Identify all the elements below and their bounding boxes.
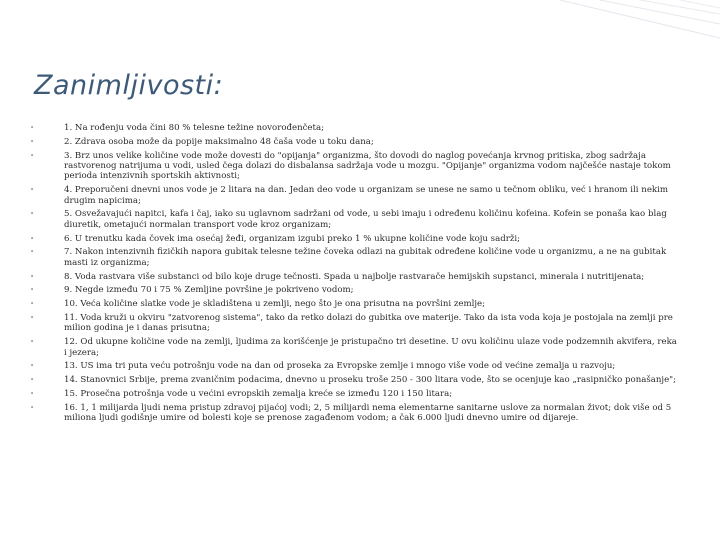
list-item <box>30 337 680 358</box>
list-item <box>30 151 680 182</box>
list-item <box>30 403 680 424</box>
list-item-text: 7. Nakon intenzivnih fizičkih napora gubitak telesne težine čoveka odlazi na gubitak određene količine vode u organizmu, a ne na gubitak masti iz organizma; <box>64 247 667 268</box>
bullet-icon: • <box>30 338 35 347</box>
bullet-icon: • <box>30 272 35 281</box>
bullet-icon: • <box>30 286 35 295</box>
list-item-text: 3. Brz unos velike količine vode može dovesti do "opijanja" organizma, što dovodi do naglog povećanja krvnog pritiska, zbog sadržaja rastvorenog natrijuma u vodi, usled čega dolazi do disbalansa sadržaja vode u mozgu. "Opijanje" organizma vodom najčešće nastaje tokom perioda intenzivnih sportskih aktivnosti; <box>64 150 671 182</box>
list-item <box>30 209 680 230</box>
list-item <box>30 234 680 244</box>
bullet-icon: • <box>30 314 35 322</box>
bullet-icon: • <box>30 300 35 309</box>
list-item-text: 6. U trenutku kada čovek ima osećaj žeđi, organizam izgubi preko 1 % ukupne količine vode koju sadrži; <box>64 233 521 244</box>
bullet-icon: • <box>30 248 35 257</box>
list-item <box>30 247 680 268</box>
list-item <box>30 375 680 385</box>
list-item-text: 9. Negde između 70 i 75 % Zemljine površine je pokriveno vodom; <box>64 285 354 296</box>
list-item <box>30 313 680 334</box>
bullet-icon: • <box>30 210 35 219</box>
bullet-icon: • <box>30 403 35 412</box>
list-item-text: 14. Stanovnici Srbije, prema zvaničnim podacima, dnevno u proseku troše 250 - 300 litara vode, što se ocenjuje kao „rasipničko ponašanje"; <box>64 375 677 386</box>
list-item-text: 10. Veća količine slatke vode je skladištena u zemlji, nego što je ona prisutna na površini zemlje; <box>64 299 486 310</box>
list-item-text: 12. Od ukupne količine vode na zemlji, ljudima za korišćenje je pristupačno tri desetine. U ovu količinu ulaze vode podzemnih akvifera, reka i jezera; <box>64 337 677 358</box>
bullet-icon: • <box>30 362 35 371</box>
bullet-icon: • <box>30 151 35 160</box>
bullet-icon: • <box>30 186 35 195</box>
bullet-icon: • <box>30 376 35 385</box>
bullet-icon: • <box>30 137 35 146</box>
list-item-text: 13. US ima tri puta veću potrošnju vode na dan od proseka za Evropske zemlje i mnogo više vode od većine zemalja u razvoju; <box>64 361 616 372</box>
bullet-icon: • <box>30 234 35 243</box>
list-item <box>30 389 680 399</box>
list-item-text: 11. Voda kruži u okviru "zatvorenog sistema", tako da retko dolazi do gubitka ove materije. Tako da ista voda koja je postojala na zemlji pre milion godina je i danas prisutna; <box>64 313 673 334</box>
list-item <box>30 299 680 309</box>
bullet-icon: • <box>30 390 35 398</box>
slide-title: Zanimljivosti: <box>34 70 224 101</box>
list-item-text: 8. Voda rastvara više substanci od bilo koje druge tečnosti. Spada u najbolje rastvarače hemijskih supstanci, minerala i nutritijenata; <box>64 271 645 282</box>
bullet-icon: • <box>30 124 35 132</box>
list-item-text: 15. Prosečna potrošnja vode u većini evropskih zemalja kreće se između 120 i 150 litara; <box>64 389 453 399</box>
decorative-corner-lines <box>0 0 720 60</box>
list-item <box>30 361 680 371</box>
list-item-text: 4. Preporučeni dnevni unos vode je 2 litara na dan. Jedan deo vode u organizam se unese ne samo u tečnom obliku, već i hranom ili nekim drugim napicima; <box>64 185 669 206</box>
list-item-text: 5. Osvežavajući napitci, kafa i čaj, iako su uglavnom sadržani od vode, u sebi imaju i određenu količinu kofeina. Kofein se ponaša kao blag diuretik, ometajući normalan transport vode kroz organizam; <box>64 209 667 230</box>
list-item <box>30 123 680 133</box>
list-item <box>30 285 680 295</box>
list-item <box>30 137 680 147</box>
list-item <box>30 272 680 282</box>
list-item-text: 2. Zdrava osoba može da popije maksimalno 48 čaša vode u toku dana; <box>64 136 374 147</box>
list-item-text: 16. 1, 1 milijarda ljudi nema pristup zdravoj pijaćoj vodi; 2, 5 milijardi nema elementarne sanitarne uslove za normalan život; dok više od 5 miliona ljudi godišnje umire od bolesti koje se prenose zagađenom vodom; a čak 6.000 ljudi dnevno umire od dijareje. <box>64 402 672 424</box>
list-item <box>30 185 680 206</box>
facts-list <box>30 123 680 427</box>
list-item-text: 1. Na rođenju voda čini 80 % telesne težine novorođenčeta; <box>64 123 324 133</box>
